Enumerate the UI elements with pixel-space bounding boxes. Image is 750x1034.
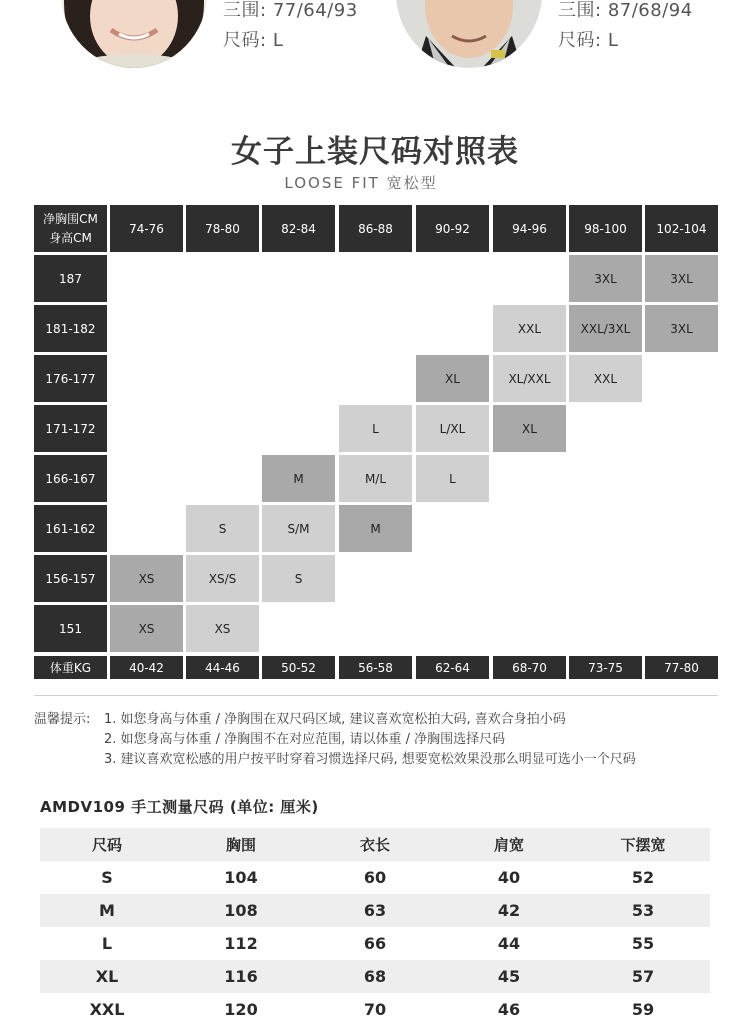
height-header-cell: 187	[34, 255, 107, 302]
measure-cell: 120	[224, 1000, 258, 1019]
measure-row	[40, 960, 710, 993]
chest-header-cell: 98-100	[569, 205, 642, 252]
male-measurements-line	[558, 0, 693, 26]
weight-cell: 68-70	[493, 656, 566, 679]
height-header-cell: 176-177	[34, 355, 107, 402]
measure-cell: 104	[224, 868, 258, 887]
female-model-photo	[61, 0, 207, 68]
corner-height-label: 身高CM	[49, 230, 92, 245]
model-male	[375, 0, 750, 80]
grid-corner-header	[34, 205, 107, 252]
measure-cell: 40	[497, 868, 521, 887]
height-header-cell: 156-157	[34, 555, 107, 602]
male-size-line	[558, 26, 693, 56]
measure-header-cell: 尺码	[91, 836, 122, 854]
measure-cell: S	[101, 868, 113, 887]
size-cell: L/XL	[416, 405, 489, 452]
measure-cell: 52	[631, 868, 655, 887]
male-model-photo	[396, 0, 542, 68]
size-cell: 3XL	[645, 305, 718, 352]
measurements-value: 77/64/93	[272, 0, 358, 21]
size-cell: M/L	[339, 455, 412, 502]
size-cell: M	[262, 455, 335, 502]
height-header-cell: 181-182	[34, 305, 107, 352]
measure-cell: L	[101, 934, 113, 953]
tip-item-2: 2. 如您身高与体重 / 净胸围不在对应范围, 请以体重 / 净胸围选择尺码	[104, 732, 506, 747]
size-cell: XS/S	[186, 555, 259, 602]
section-divider	[34, 695, 718, 696]
size-value: L	[607, 30, 619, 51]
size-cell: 3XL	[645, 255, 718, 302]
weight-cell: 56-58	[339, 656, 412, 679]
measure-table	[40, 828, 710, 1026]
size-cell: S	[262, 555, 335, 602]
size-chart-grid	[34, 205, 718, 679]
weight-header-cell: 体重KG	[34, 656, 107, 679]
measure-row	[40, 894, 710, 927]
measure-cell: 46	[497, 1000, 521, 1019]
measure-row	[40, 993, 710, 1026]
chest-header-cell: 90-92	[416, 205, 489, 252]
measurements-value: 87/68/94	[607, 0, 693, 21]
size-cell: 3XL	[569, 255, 642, 302]
tip-item-3: 3. 建议喜欢宽松感的用户按平时穿着习惯选择尺码, 想要宽松效果没那么明显可选小一个尺码	[104, 752, 636, 767]
measurements-label: 三围:	[223, 0, 267, 21]
tip-item-1: 1. 如您身高与体重 / 净胸围在双尺码区域, 建议喜欢宽松拍大码, 喜欢合身拍小码	[104, 712, 566, 727]
measure-header-row	[40, 828, 710, 861]
weight-cell: 73-75	[569, 656, 642, 679]
chart-title: 女子上装尺码对照表	[231, 134, 519, 170]
measure-header-cell: 下摆宽	[620, 836, 666, 854]
size-cell: XL	[416, 355, 489, 402]
female-size-line	[223, 26, 358, 56]
weight-cell: 50-52	[262, 656, 335, 679]
measure-cell: 116	[224, 967, 258, 986]
female-model-info	[223, 0, 358, 56]
height-header-cell: 151	[34, 605, 107, 652]
measure-header-cell: 肩宽	[493, 836, 524, 854]
measure-cell: 70	[363, 1000, 387, 1019]
measure-cell: 55	[631, 934, 655, 953]
height-header-cell: 161-162	[34, 505, 107, 552]
measure-cell: 108	[224, 901, 258, 920]
size-cell: XS	[110, 555, 183, 602]
measure-cell: 59	[631, 1000, 655, 1019]
size-value: L	[272, 30, 284, 51]
size-cell: L	[416, 455, 489, 502]
measure-cell: 60	[363, 868, 387, 887]
measure-cell: 44	[497, 934, 521, 953]
measure-cell: 57	[631, 967, 655, 986]
chest-header-cell: 102-104	[645, 205, 718, 252]
male-model-info	[558, 0, 693, 56]
weight-cell: 62-64	[416, 656, 489, 679]
chest-header-cell: 86-88	[339, 205, 412, 252]
tips-label: 温馨提示:	[34, 712, 91, 727]
chest-header-cell: 74-76	[110, 205, 183, 252]
size-cell: S	[186, 505, 259, 552]
measure-cell: 68	[363, 967, 387, 986]
height-header-cell: 166-167	[34, 455, 107, 502]
size-cell: XS	[186, 605, 259, 652]
measure-cell: XL	[95, 967, 119, 986]
measure-cell: M	[99, 901, 115, 920]
size-label: 尺码:	[223, 30, 267, 51]
measure-cell: 63	[363, 901, 387, 920]
measure-cell: 112	[224, 934, 258, 953]
chest-header-cell: 82-84	[262, 205, 335, 252]
model-female	[0, 0, 375, 80]
measure-header-cell: 衣长	[359, 836, 390, 854]
height-header-cell: 171-172	[34, 405, 107, 452]
measure-cell: 42	[497, 901, 521, 920]
corner-chest-label: 净胸围CM	[43, 211, 98, 226]
measure-cell: 53	[631, 901, 655, 920]
size-cell: M	[339, 505, 412, 552]
weight-cell: 77-80	[645, 656, 718, 679]
measurements-label: 三围:	[558, 0, 602, 21]
measure-cell: XXL	[89, 1000, 125, 1019]
measure-row	[40, 861, 710, 894]
weight-cell: 40-42	[110, 656, 183, 679]
size-cell: XXL/3XL	[569, 305, 642, 352]
measure-row	[40, 927, 710, 960]
weight-cell: 44-46	[186, 656, 259, 679]
measure-cell: 66	[363, 934, 387, 953]
measure-header-cell: 胸围	[225, 836, 256, 854]
size-cell: XXL	[493, 305, 566, 352]
chest-header-cell: 78-80	[186, 205, 259, 252]
size-cell: L	[339, 405, 412, 452]
chart-subtitle: LOOSE FIT 宽松型	[284, 174, 438, 192]
chest-header-cell: 94-96	[493, 205, 566, 252]
measure-cell: 45	[497, 967, 521, 986]
female-measurements-line	[223, 0, 358, 26]
size-cell: XS	[110, 605, 183, 652]
size-cell: XL	[493, 405, 566, 452]
size-cell: S/M	[262, 505, 335, 552]
size-label: 尺码:	[558, 30, 602, 51]
size-cell: XL/XXL	[493, 355, 566, 402]
size-cell: XXL	[569, 355, 642, 402]
measure-table-title: AMDV109 手工测量尺码 (单位: 厘米)	[40, 798, 319, 816]
